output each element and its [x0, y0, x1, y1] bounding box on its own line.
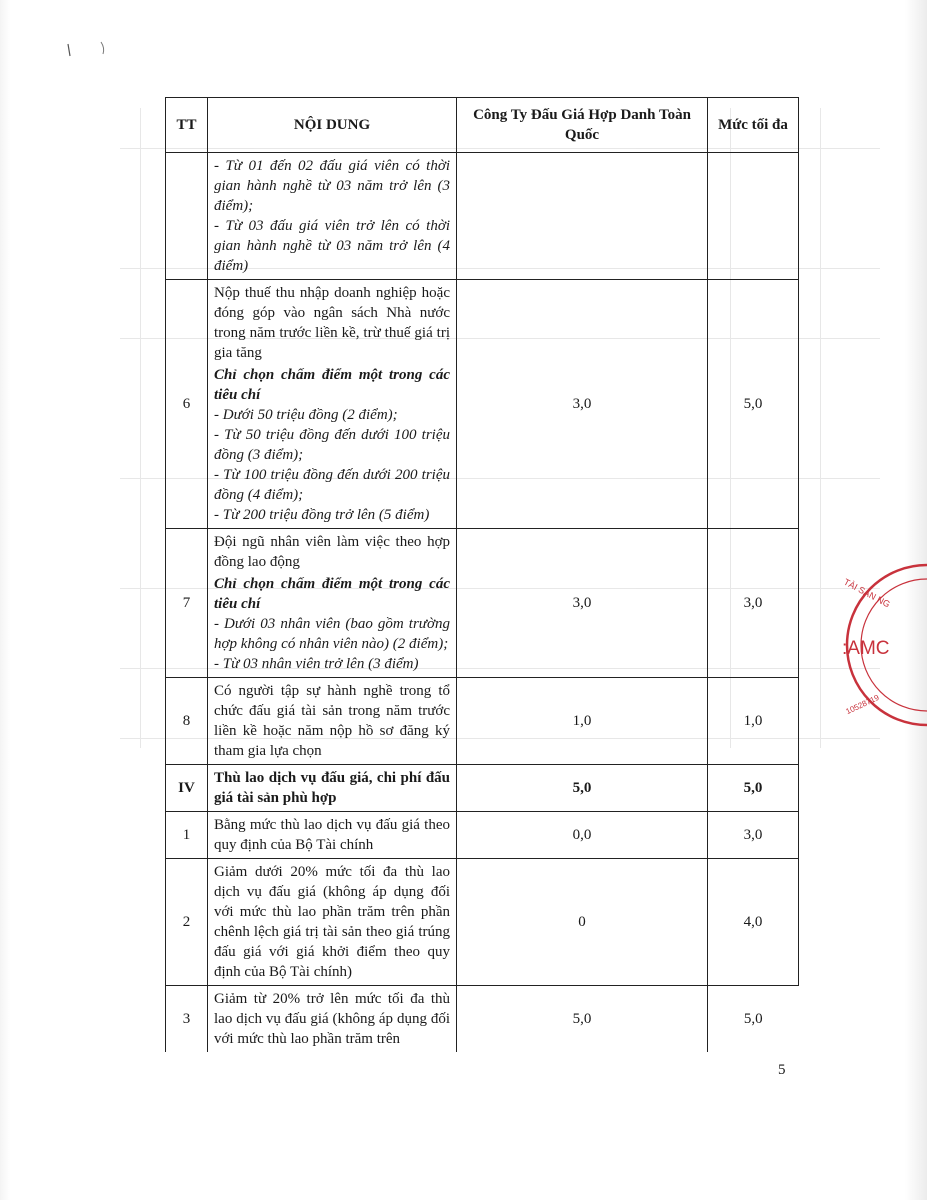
company-score: 1,0 — [457, 678, 708, 765]
criteria-line: - Từ 01 đến 02 đấu giá viên có thời gian hành nghề từ 03 năm trở lên (3 điểm); — [214, 158, 450, 214]
criteria-line: - Dưới 50 triệu đồng (2 điểm); — [214, 407, 398, 423]
row-number: 6 — [166, 280, 208, 529]
company-score: 0,0 — [457, 812, 708, 859]
row-number: 3 — [166, 986, 208, 1053]
svg-text::AMC: :AMC — [842, 638, 890, 659]
criteria-line: Đội ngũ nhân viên làm việc theo hợp đồng lao động — [214, 534, 450, 570]
table-header-row — [166, 98, 799, 153]
company-score — [457, 153, 708, 280]
criteria-line: Giảm dưới 20% mức tối đa thù lao dịch vụ đấu giá (không áp dụng đối với mức thù lao phần trăm trên phần chênh lệch giá trị tài sản theo giá trúng đấu giá với giá khởi điểm theo quy định của Bộ Tài chính) — [214, 864, 450, 980]
table-row — [166, 986, 799, 1053]
row-number: 7 — [166, 529, 208, 678]
criteria-line: - Từ 200 triệu đồng trở lên (5 điểm) — [214, 507, 430, 523]
evaluation-table — [165, 97, 799, 1052]
row-number: IV — [166, 765, 208, 812]
max-score — [708, 153, 799, 280]
criteria-content — [208, 812, 457, 859]
criteria-line: - Từ 50 triệu đồng đến dưới 100 triệu đồng (3 điểm); — [214, 427, 450, 463]
company-score: 5,0 — [457, 765, 708, 812]
criteria-content — [208, 765, 457, 812]
criteria-content — [208, 153, 457, 280]
max-score: 3,0 — [708, 812, 799, 859]
criteria-line: Giảm từ 20% trở lên mức tối đa thù lao dịch vụ đấu giá (không áp dụng đối với mức thù lao phần trăm trên — [214, 991, 450, 1047]
criteria-line: Có người tập sự hành nghề trong tổ chức đấu giá tài sản trong năm trước liền kề hoặc năm nộp hồ sơ đăng ký tham gia lựa chọn — [214, 683, 450, 759]
max-score: 1,0 — [708, 678, 799, 765]
company-score: 3,0 — [457, 529, 708, 678]
max-score: 5,0 — [708, 986, 799, 1053]
table-body — [166, 153, 799, 1053]
header-company: Công Ty Đấu Giá Hợp Danh Toàn Quốc — [457, 98, 708, 153]
criteria-line: - Từ 03 nhân viên trở lên (3 điểm) — [214, 656, 419, 672]
max-score: 4,0 — [708, 859, 799, 986]
criteria-content — [208, 678, 457, 765]
table-row — [166, 859, 799, 986]
criteria-content — [208, 986, 457, 1053]
row-number — [166, 153, 208, 280]
company-score: 5,0 — [457, 986, 708, 1053]
criteria-line: Bằng mức thù lao dịch vụ đấu giá theo quy định của Bộ Tài chính — [214, 817, 450, 853]
max-score: 3,0 — [708, 529, 799, 678]
header-max: Mức tối đa — [708, 98, 799, 153]
criteria-line: - Từ 03 đấu giá viên trở lên có thời gian hành nghề từ 03 năm trở lên (4 điểm) — [214, 218, 450, 274]
criteria-line: Nộp thuế thu nhập doanh nghiệp hoặc đóng góp vào ngân sách Nhà nước trong năm trước liền kề, trừ thuế giá trị gia tăng — [214, 285, 450, 361]
criteria-line: - Từ 100 triệu đồng đến dưới 200 triệu đồng (4 điểm); — [214, 467, 450, 503]
criteria-content — [208, 859, 457, 986]
row-number: 2 — [166, 859, 208, 986]
criteria-content — [208, 529, 457, 678]
row-number: 8 — [166, 678, 208, 765]
criteria-content — [208, 280, 457, 529]
row-number: 1 — [166, 812, 208, 859]
table-row — [166, 280, 799, 529]
table-row — [166, 678, 799, 765]
red-seal-stamp — [832, 560, 927, 730]
table-row — [166, 812, 799, 859]
header-content: NỘI DUNG — [208, 98, 457, 153]
criteria-line: Chỉ chọn chấm điểm một trong các tiêu chí — [214, 367, 450, 403]
company-score: 3,0 — [457, 280, 708, 529]
criteria-line: Thù lao dịch vụ đấu giá, chi phí đấu giá tài sản phù hợp — [214, 770, 450, 806]
max-score: 5,0 — [708, 280, 799, 529]
pen-mark — [63, 38, 113, 78]
page-number: 5 — [778, 1062, 786, 1078]
section-row — [166, 765, 799, 812]
table-row — [166, 529, 799, 678]
svg-text:TÀI SẢN NG: TÀI SẢN NG — [842, 576, 892, 610]
criteria-line: Chỉ chọn chấm điểm một trong các tiêu chí — [214, 576, 450, 612]
header-tt: TT — [166, 98, 208, 153]
max-score: 5,0 — [708, 765, 799, 812]
criteria-line: - Dưới 03 nhân viên (bao gồm trường hợp không có nhân viên nào) (2 điểm); — [214, 616, 450, 652]
table-row — [166, 153, 799, 280]
company-score: 0 — [457, 859, 708, 986]
svg-text:10528719: 10528719 — [844, 692, 881, 717]
